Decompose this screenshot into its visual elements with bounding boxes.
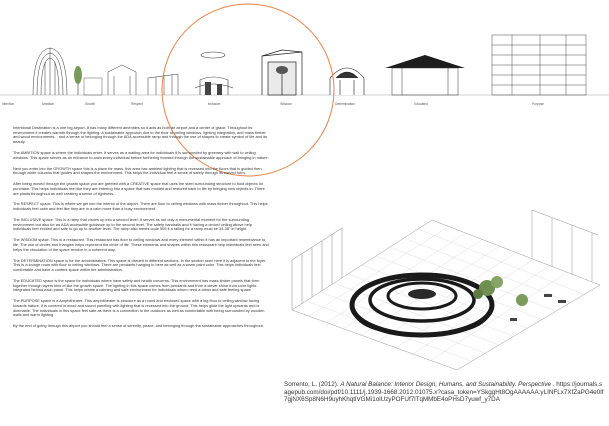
paragraph-creative: After being moved through the growth space you are greeted with a CREATIVE space that uses the steel surrounding structure to hold objects for purchase. This helps individuals feel like they are entering into a space that was molded and restored back to life by bringing new objects in. There are plants throughout as well creating a sense of lightness. bbox=[13, 181, 265, 196]
section-label-1: Intention bbox=[1, 102, 15, 106]
paragraph-conclusion: By the end of going through this airport you should feel a sense of serenity, peace, and belonging through the sustainable approaches throughout. bbox=[13, 323, 264, 329]
section-label-6: Wisdom bbox=[280, 102, 292, 106]
section-label-3: Growth bbox=[84, 102, 96, 106]
section-label-4: Respect bbox=[131, 102, 143, 106]
citation-author: Sorrento, L. (2012). bbox=[284, 381, 341, 388]
reference-citation bbox=[284, 381, 604, 404]
paragraph-growth: Next you enter into the GROWTH space this is a place for mass, this area has ambient lighting that is recessed into the floors that is guided then through white columns that guides and shapes the environment. This helps the individual feel a sense of safety through its curved form. bbox=[13, 165, 262, 176]
paragraph-wisdom: The WISDOM space. This is a restaurant. This restaurant has floor to ceiling windows and every element within it has an important resemblance to life. The use of circles and triangles helps represent the circle of life. These elements and shapes within this restaurant help individuals feel seen and helps the circulation of the space revolve in a coherent way. bbox=[13, 237, 269, 252]
section-drawing-educated bbox=[385, 55, 465, 95]
paragraph-determination: The DETERMINATION space is for the administrators. This space is divided in different sections. In the section seen here it is adjacent to the foyer. This is a lounge room with floor to ceiling windows. There are pendants hanging in here as well as a warm paint color. This helps individuals feel comfortable and have a content space within the administration. bbox=[13, 257, 267, 273]
section-drawing-intention bbox=[33, 48, 67, 95]
section-drawing-purpose bbox=[492, 35, 586, 95]
paragraph-educated: The EDUCATED space is the space for individuals where have safety and health concerns. This environment has mass timber panels that form together through layers kind of like the growth space. The lighting in this space comes from pendants and from a clever shine from cove lights integrated behind each panel. This helps create a calming and safe environment for individuals whom need a clean and safe feeling space bbox=[13, 277, 260, 293]
citation-link[interactable]: . https://journals.sagepub.com/doi/pdf/10.1111/j.1939-1668.2012.01075.x?casa_token=YSkggHt8OgAAAAAA:yLINFLx7XfZaPG4e0lf7gjNX6Sp8N6H9uyhKhqtlVGMi1olUzyPOFUf7lTqMMbE4oPHsD7yuwf_y7DA bbox=[284, 381, 604, 404]
section-label-2: Ambition bbox=[41, 102, 55, 106]
paragraph-ambition: The AMBITION space is where the individuals enter. It serves as a waiting area for individuals it is surrounded by greenery with wall to ceiling windows. This space serves as an entrance to calm every individual before furthering forward through the sustainable approach of bringing in nature. bbox=[13, 150, 269, 160]
citation-title: A Natural Balance: Interior Design, Humans, and Sustainability. Perspective bbox=[340, 381, 552, 388]
section-label-9: Purpose bbox=[532, 102, 544, 106]
section-drawing-ambition bbox=[74, 66, 102, 95]
section-label-7: Determination bbox=[335, 102, 355, 106]
narrative-text bbox=[13, 126, 269, 335]
paragraph-purpose: The PURPOSE space is a Amphitheatre. This amphitheater is structure as a round and enclosed space with a big floor to ceiling window facing towards nature. It is covered in wood and sound paneling with lighting that is recessed into the ground. This helps glide the light upwards and is dimmable. The individuals in this space feel safe as there is a connection to the outdoors as well as comfortable with being surrounded by wooden walls and warm lighting. bbox=[13, 298, 265, 318]
axonometric-drawing bbox=[282, 190, 604, 375]
section-label-5: Inclusive bbox=[207, 102, 221, 106]
paragraph-inclusive: The INCLUSIVE space. This is a ramp that circles up into a second level. It serves as not only a monumental moment for the surrounding environment but also for an ADA accessible guidance up to the second level. The safety handrails and it having a circled ceiling above help individuals feel excited and safe to go up to another level. The ramp also meets code 505 it a railing for a ramp must be 34-38" in height. bbox=[13, 217, 252, 232]
section-drawing-growth bbox=[108, 65, 136, 95]
paragraph-respect: The RESPECT space. This is where we get into the interior of the airport. There are floor to ceiling windows with mass timber throughout. This helps individuals feel calm and feel like they are in a calm more than a busy environment. bbox=[13, 201, 268, 212]
section-label-8: Educated bbox=[414, 102, 428, 106]
paragraph-intro: Intentional Destination is a one big airport. It has many different amenities so it acts as both an airport and a center of grace. Throughout its environment it creates warmth through the lighting. A sustainable approach due to the floor to ceiling windows, lighting integration, and mass timber and wood environments, , and a sense of belonging through the ADA accessible ramp and through the use of shapes to create symbol of life and its beauty. bbox=[13, 125, 267, 145]
